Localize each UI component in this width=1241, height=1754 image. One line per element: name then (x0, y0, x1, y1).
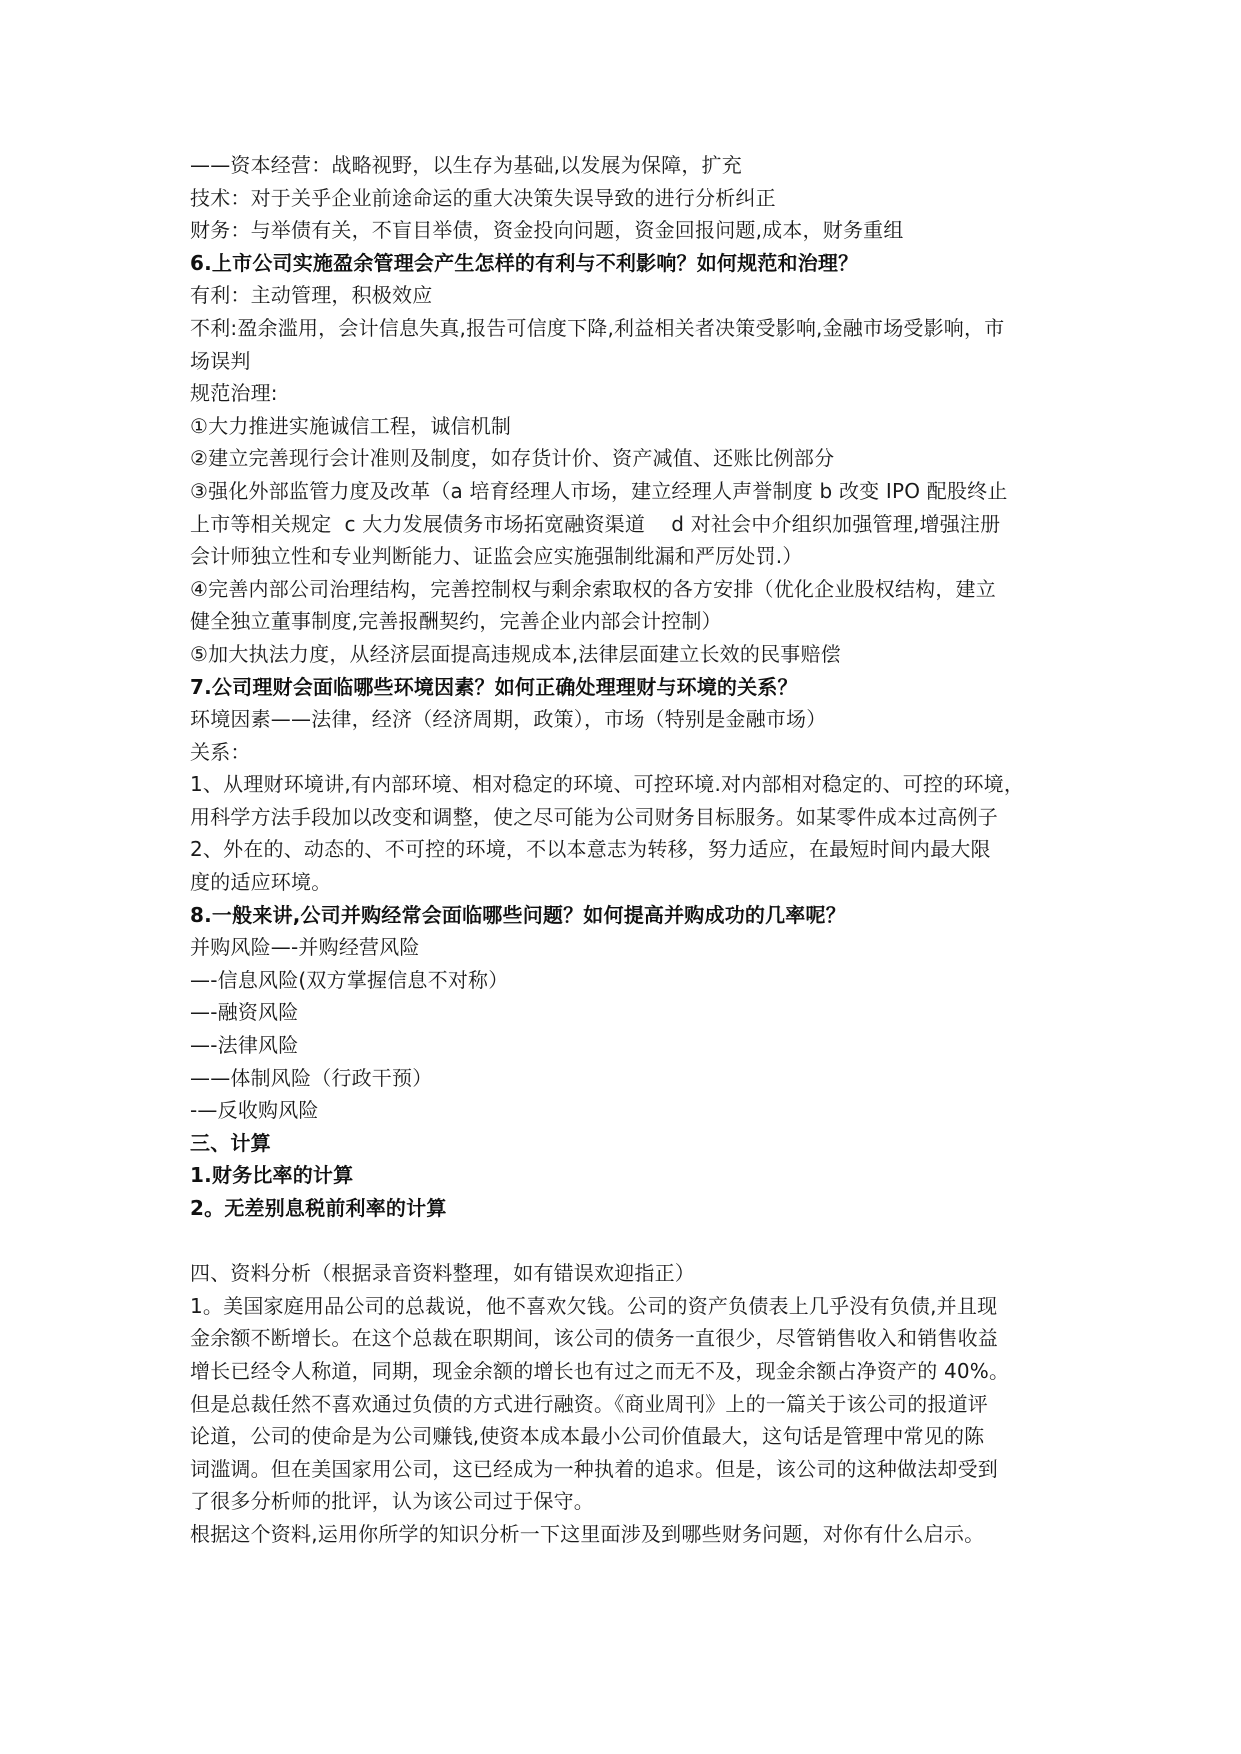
text-line: ——体制风险（行政干预） (190, 1065, 433, 1090)
text-line: 论道，公司的使命是为公司赚钱,使资本成本最小公司价值最大，这句话是管理中常见的陈 (190, 1424, 985, 1449)
text-line: 了很多分析师的批评，认为该公司过于保守。 (190, 1489, 594, 1514)
text-line: 根据这个资料,运用你所学的知识分析一下这里面涉及到哪些财务问题，对你有什么启示。 (190, 1521, 985, 1546)
text-line: 关系： (190, 739, 251, 764)
text-line: 1。美国家庭用品公司的总裁说，他不喜欢欠钱。公司的资产负债表上几乎没有负债,并且现 (190, 1293, 998, 1318)
text-line: 金余额不断增长。在这个总裁在职期间，该公司的债务一直很少，尽管销售收入和销售收益 (190, 1326, 998, 1351)
text-line: ④完善内部公司治理结构，完善控制权与剩余索取权的各方安排（优化企业股权结构，建立 (190, 576, 996, 601)
text-line: 财务：与举债有关，不盲目举债，资金投向问题，资金回报问题,成本，财务重组 (190, 218, 904, 243)
heading-line: 6.上市公司实施盈余管理会产生怎样的有利与不利影响？如何规范和治理？ (190, 250, 859, 275)
text-line: ②建立完善现行会计准则及制度，如存货计价、资产减值、还账比例部分 (190, 446, 835, 471)
heading-line: 三、计算 (190, 1130, 271, 1155)
text-line: —-信息风险(双方掌握信息不对称） (190, 967, 509, 992)
text-line: 环境因素——法律，经济（经济周期，政策），市场（特别是金融市场） (190, 707, 827, 732)
text-line: 技术：对于关乎企业前途命运的重大决策失误导致的进行分析纠正 (190, 185, 776, 210)
document-page (190, 149, 1060, 1551)
text-line: 规范治理: (190, 381, 278, 406)
text-line: 词滥调。但在美国家用公司，这已经成为一种执着的追求。但是，该公司的这种做法却受到 (190, 1456, 998, 1481)
text-line: 但是总裁任然不喜欢通过负债的方式进行融资。《商业周刊》上的一篇关于该公司的报道评 (190, 1391, 988, 1416)
text-line: ⑤加大执法力度，从经济层面提高违规成本,法律层面建立长效的民事赔偿 (190, 641, 841, 666)
text-line: ——资本经营：战略视野，以生存为基础,以发展为保障，扩充 (190, 153, 742, 177)
text-line: 1、从理财环境讲,有内部环境、相对稳定的环境、可控环境.对内部相对稳定的、可控的环境， (190, 772, 1025, 797)
text-line: 会计师独立性和专业判断能力、证监会应实施强制纰漏和严厉处罚.） (190, 544, 803, 569)
text-line: —-法律风险 (190, 1033, 299, 1058)
text-line: 并购风险—-并购经营风险 (190, 935, 420, 960)
text-line: 用科学方法手段加以改变和调整，使之尽可能为公司财务目标服务。如某零件成本过高例子 (190, 804, 998, 829)
text-line: 2、外在的、动态的、不可控的环境，不以本意志为转移，努力适应，在最短时间内最大限 (190, 837, 991, 862)
heading-line: 8.一般来讲,公司并购经常会面临哪些问题？如何提高并购成功的几率呢？ (190, 902, 846, 927)
text-line: —-融资风险 (190, 1000, 299, 1025)
text-line: ①大力推进实施诚信工程，诚信机制 (190, 413, 512, 438)
text-line: 上市等相关规定 c 大力发展债务市场拓宽融资渠道 d 对社会中介组织加强管理,增强注册 (190, 511, 1001, 536)
text-line: 四、资料分析（根据录音资料整理，如有错误欢迎指正） (190, 1261, 695, 1286)
text-line: 度的适应环境。 (190, 870, 332, 895)
text-line: -—反收购风险 (190, 1098, 319, 1123)
heading-line: 7.公司理财会面临哪些环境因素？如何正确处理理财与环境的关系？ (190, 674, 798, 699)
heading-line: 2。无差别息税前利率的计算 (190, 1196, 447, 1220)
text-line: ③强化外部监管力度及改革（a 培育经理人市场，建立经理人声誉制度 b 改变 IPO 配股终止 (190, 478, 1008, 503)
text-line: 不利:盈余滥用，会计信息失真,报告可信度下降,利益相关者决策受影响,金融市场受影响，市 (190, 315, 1005, 340)
text-line: 有利：主动管理，积极效应 (190, 283, 433, 308)
text-line: 增长已经令人称道，同期，现金余额的增长也有过之而无不及，现金余额占净资产的 40%。 (190, 1358, 1010, 1383)
text-line: 健全独立董事制度,完善报酬契约，完善企业内部会计控制） (190, 609, 722, 634)
text-line: 场误判 (190, 348, 251, 373)
heading-line: 1.财务比率的计算 (190, 1163, 354, 1188)
blank-line (190, 1225, 1060, 1258)
